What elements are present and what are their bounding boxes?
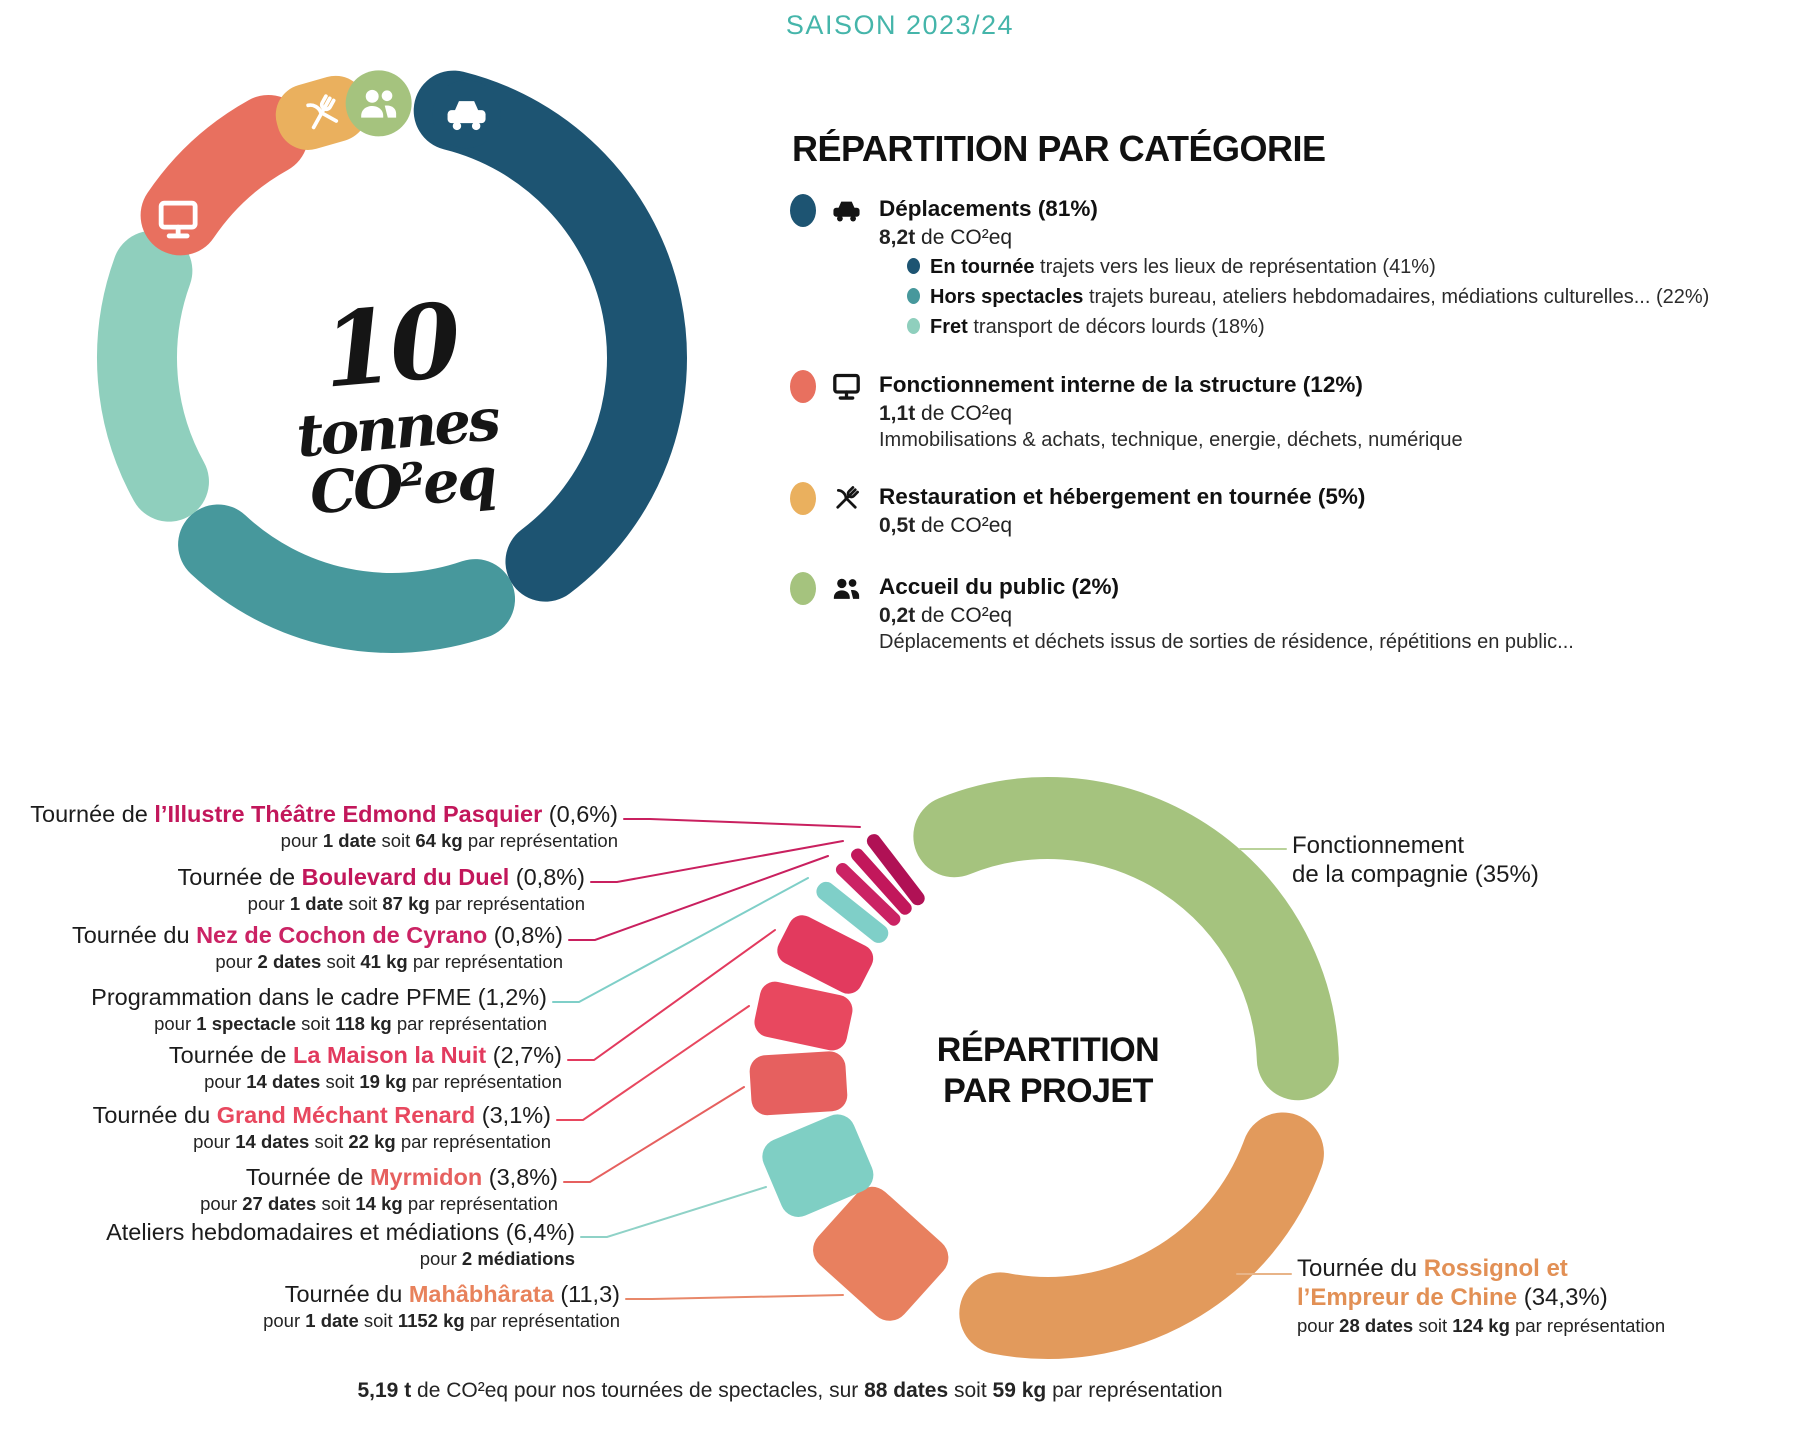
- legend-item-body: [879, 196, 1709, 340]
- project-label-detail: [169, 1071, 562, 1092]
- monitor-icon: [830, 370, 863, 403]
- text-run: 64 kg: [415, 830, 463, 852]
- legend-color-dot: [790, 572, 816, 605]
- segment-rossignol-empreur-chine: [1000, 1154, 1283, 1318]
- project-label-title: [169, 1042, 562, 1069]
- text-run: Boulevard du Duel: [301, 864, 510, 890]
- text-run: par représentation: [464, 1310, 620, 1332]
- project-label-title: [30, 801, 618, 828]
- text-run: (3,1%): [475, 1102, 551, 1128]
- project-label-title: [106, 1219, 575, 1246]
- project-label-boulevard-du-duel: [178, 864, 586, 914]
- text-run: Tournée de: [30, 801, 155, 827]
- project-label-detail: [263, 1310, 620, 1331]
- text-run: soit: [343, 893, 383, 915]
- text-run: par représentation: [1046, 1379, 1223, 1402]
- legend-color-dot: [790, 194, 816, 227]
- project-label-title: [263, 1281, 620, 1308]
- text-run: Ateliers hebdomadaires et médiations (6,4%): [106, 1219, 575, 1245]
- text-run: soit: [1413, 1314, 1453, 1336]
- text-run: 1 date: [305, 1310, 359, 1332]
- project-label-grand-mechant-renard: [93, 1102, 551, 1152]
- text-run: soit: [309, 1131, 349, 1153]
- legend-item-body: [879, 484, 1365, 538]
- text-run: par représentation: [402, 1193, 558, 1215]
- text-run: par représentation: [429, 893, 585, 915]
- legend-item-amount: [879, 226, 1709, 250]
- legend-item-body: [879, 574, 1574, 654]
- text-run: de CO²eq: [915, 401, 1013, 425]
- season-title: SAISON 2023/24: [785, 10, 1015, 40]
- project-label-detail: [91, 1013, 547, 1034]
- text-run: par représentation: [406, 1071, 562, 1093]
- total-co2-label: [216, 281, 574, 530]
- text-run: Nez de Cochon de Cyrano: [196, 922, 488, 948]
- legend-item-monitor: [790, 372, 1463, 452]
- text-run: Mahâbhârata: [408, 1281, 554, 1307]
- text-run: de CO²eq: [915, 513, 1013, 537]
- legend-item-body: [879, 372, 1463, 452]
- project-label-illustre-theatre: [30, 801, 618, 851]
- project-label-title: [91, 984, 547, 1011]
- legend-item-people: [790, 574, 1574, 654]
- utensils-icon: [830, 482, 863, 515]
- legend-sub-dot: [907, 318, 920, 334]
- project-label-detail: [178, 893, 586, 914]
- text-run: de CO²eq pour nos tournées de spectacles, sur: [411, 1379, 865, 1402]
- project-label-title-line: [1297, 1283, 1665, 1312]
- text-run: 1 date: [322, 830, 377, 852]
- project-label-title: [72, 922, 563, 949]
- project-label-detail: [30, 830, 618, 851]
- leader-line: [557, 1006, 749, 1120]
- text-run: pour: [200, 1193, 243, 1215]
- text-run: Tournée de: [168, 1042, 293, 1068]
- legend-item-title: Accueil du public (2%): [879, 574, 1120, 599]
- text-run: La Maison la Nuit: [293, 1042, 487, 1068]
- text-run: 2 médiations: [461, 1248, 575, 1270]
- people-icon: [830, 572, 863, 605]
- text-run: 0,5t: [879, 513, 916, 537]
- legend-subitem: [907, 255, 1709, 280]
- text-run: par représentation: [391, 1013, 547, 1035]
- segment-deplacements-hors-spectacles: [218, 544, 475, 613]
- text-run: soit: [316, 1193, 356, 1215]
- legend-item-title: Restauration et hébergement en tournée (5%): [879, 484, 1366, 509]
- text-run: 5,19 t: [357, 1379, 412, 1402]
- text-run: 19 kg: [359, 1071, 407, 1093]
- text-run: soit: [948, 1379, 993, 1402]
- text-run: pour: [280, 830, 323, 852]
- text-run: Rossignol et: [1423, 1255, 1568, 1282]
- legend-item-desc: Déplacements et déchets issus de sorties de résidence, répétitions en public...: [879, 630, 1574, 653]
- legend-sub-dot: [907, 258, 920, 274]
- text-run: Programmation dans le cadre PFME (1,2%): [91, 984, 547, 1010]
- segment-myrmidon: [749, 1050, 848, 1116]
- text-run: 14 dates: [235, 1131, 310, 1153]
- text-run: l’Empreur de Chine: [1297, 1284, 1518, 1312]
- segment-accueil-public: [346, 70, 412, 136]
- project-title-line1: RÉPARTITION: [936, 1031, 1160, 1069]
- text-run: pour: [204, 1071, 247, 1093]
- text-run: l’Illustre Théâtre Edmond Pasquier: [154, 801, 543, 827]
- text-run: Tournée du: [71, 922, 197, 948]
- text-run: Tournée du: [284, 1281, 409, 1307]
- text-run: 2 dates: [257, 951, 322, 973]
- legend-item-amount: [879, 604, 1574, 628]
- segment-fonctionnement-compagnie: [954, 818, 1297, 1059]
- text-run: 41 kg: [360, 951, 408, 973]
- legend-item-amount: [879, 514, 1365, 538]
- legend-color-dot: [790, 370, 816, 403]
- text-run: 1,1t: [879, 401, 916, 425]
- legend-sub-dot: [907, 288, 920, 304]
- text-run: de la compagnie (35%): [1292, 861, 1539, 889]
- text-run: (0,6%): [542, 801, 618, 827]
- text-run: Myrmidon: [369, 1164, 483, 1190]
- text-run: (2,7%): [486, 1042, 562, 1068]
- project-label-pfme: [91, 984, 547, 1034]
- text-run: (0,8%): [509, 864, 585, 890]
- project-label-detail: [93, 1131, 551, 1152]
- leader-line: [564, 1087, 744, 1182]
- text-run: 0,2t: [879, 603, 916, 627]
- text-run: de CO²eq: [915, 225, 1013, 249]
- project-chart-title: [848, 1030, 1248, 1113]
- text-run: pour: [263, 1310, 306, 1332]
- text-run: par représentation: [1509, 1314, 1666, 1336]
- text-run: Tournée du: [92, 1102, 217, 1128]
- text-run: 118 kg: [335, 1013, 392, 1035]
- legend-item-car: [790, 196, 1709, 340]
- text-run: par représentation: [462, 830, 618, 852]
- text-run: 1 spectacle: [196, 1013, 297, 1035]
- text-run: par représentation: [407, 951, 563, 973]
- text-run: pour: [215, 951, 258, 973]
- text-run: 1 date: [289, 893, 344, 915]
- text-run: pour: [419, 1248, 462, 1270]
- project-label-fonctionnement-compagnie: [1292, 831, 1539, 890]
- text-run: Tournée de: [177, 864, 302, 890]
- project-title-line2: PAR PROJET: [943, 1072, 1153, 1111]
- text-run: 124 kg: [1452, 1314, 1510, 1336]
- legend-sub-text: En tournée trajets vers les lieux de représentation (41%): [930, 255, 1436, 278]
- car-icon: [830, 194, 863, 227]
- text-run: soit: [320, 1071, 360, 1093]
- category-legend-title: RÉPARTITION PAR CATÉGORIE: [792, 128, 1326, 169]
- legend-item-title: Fonctionnement interne de la structure (12%): [879, 372, 1363, 397]
- text-run: 14 kg: [355, 1193, 403, 1215]
- project-label-detail: [72, 951, 563, 972]
- project-label-maison-la-nuit: [169, 1042, 562, 1092]
- footer-summary: [90, 1379, 1490, 1403]
- total-unit: tonnes CO²eq: [293, 385, 501, 528]
- text-run: Tournée du: [1297, 1255, 1424, 1282]
- text-run: (11,3): [553, 1281, 620, 1307]
- project-label-title-line: [1292, 831, 1539, 860]
- text-run: Fonctionnement: [1292, 832, 1465, 859]
- project-label-title: [93, 1102, 551, 1129]
- legend-subitem: [907, 315, 1709, 340]
- legend-sub-text: Hors spectacles trajets bureau, ateliers hebdomadaires, médiations culturelles... (22%): [930, 285, 1710, 308]
- project-label-nez-de-cochon-cyrano: [72, 922, 563, 972]
- text-run: soit: [358, 1310, 398, 1332]
- legend-item-desc: Immobilisations & achats, technique, energie, déchets, numérique: [879, 428, 1463, 451]
- text-run: soit: [321, 951, 361, 973]
- legend-item-utensils: [790, 484, 1365, 538]
- total-value: 10: [317, 280, 462, 412]
- text-run: pour: [1297, 1314, 1340, 1336]
- text-run: 8,2t: [879, 225, 916, 249]
- text-run: (34,3%): [1517, 1284, 1608, 1312]
- project-label-detail: [200, 1193, 558, 1214]
- text-run: Tournée de: [245, 1164, 370, 1190]
- project-label-mahabharata: [263, 1281, 620, 1331]
- text-run: 87 kg: [382, 893, 430, 915]
- text-run: 22 kg: [348, 1131, 396, 1153]
- project-label-title-line: [1292, 860, 1539, 889]
- project-label-detail: [1297, 1315, 1665, 1338]
- project-label-title-line: [1297, 1254, 1665, 1283]
- text-run: pour: [154, 1013, 197, 1035]
- text-run: Grand Méchant Renard: [216, 1102, 476, 1128]
- legend-item-amount: [879, 402, 1463, 426]
- text-run: 28 dates: [1339, 1314, 1414, 1336]
- legend-sub-text: Fret transport de décors lourds (18%): [930, 315, 1265, 338]
- text-run: (0,8%): [487, 922, 563, 948]
- text-run: (3,8%): [482, 1164, 558, 1190]
- project-label-ateliers-mediations: [106, 1219, 575, 1269]
- project-label-myrmidon: [200, 1164, 558, 1214]
- text-run: pour: [193, 1131, 236, 1153]
- project-label-rossignol-empreur: [1297, 1254, 1665, 1337]
- text-run: pour: [247, 893, 290, 915]
- text-run: 1152 kg: [397, 1310, 465, 1332]
- text-run: soit: [376, 830, 416, 852]
- project-label-title: [200, 1164, 558, 1191]
- text-run: par représentation: [395, 1131, 551, 1153]
- text-run: 14 dates: [246, 1071, 321, 1093]
- legend-color-dot: [790, 482, 816, 515]
- project-label-detail: [106, 1248, 575, 1269]
- text-run: de CO²eq: [915, 603, 1013, 627]
- text-run: 27 dates: [242, 1193, 317, 1215]
- segment-deplacements-fret: [137, 271, 169, 482]
- project-label-title: [178, 864, 586, 891]
- legend-subitem: [907, 285, 1709, 310]
- text-run: 88 dates: [864, 1379, 949, 1402]
- legend-item-title: Déplacements (81%): [879, 196, 1098, 221]
- text-run: 59 kg: [992, 1379, 1047, 1402]
- text-run: soit: [296, 1013, 336, 1035]
